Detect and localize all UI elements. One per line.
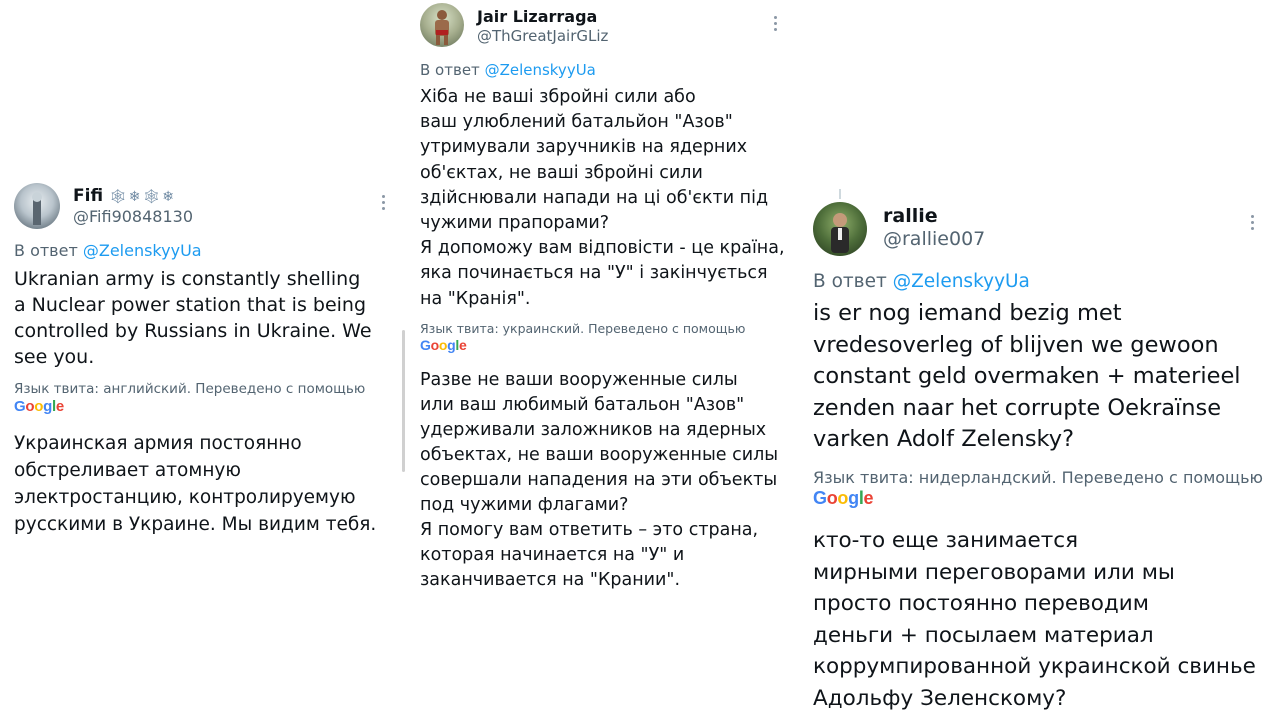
tweet-text: Хіба не ваші збройні сили або ваш улюблений батальйон "Азов" утримували заручників на ядерних об'єктах, не ваші збройні сили здійснювали напади на ці об'єкти під чужими прапорами? Я допоможу вам відповісти - це країна, яка починається на "У" і закінчується на "Кранія".: [420, 87, 785, 309]
translation-note: Язык твита: английский. Переведено с помощью: [14, 381, 366, 397]
tweet-jair: [400, 0, 800, 720]
scrollbar[interactable]: [402, 330, 405, 472]
google-logo: Google: [420, 337, 467, 353]
more-options-icon[interactable]: [382, 195, 386, 210]
reply-context: [420, 61, 596, 79]
tweet-rallie: [800, 0, 1280, 720]
reply-prefix: В ответ: [813, 271, 887, 292]
tweet-text: is er nog iemand bezig met vredesoverleg of blijven we gewoon constant geld overmaken + materieel zenden naar het corrupte Oekraïnse varken Adolf Zelensky?: [813, 300, 1241, 452]
display-name[interactable]: rallie: [883, 205, 938, 227]
avatar-image-icon: [813, 202, 867, 256]
user-handle[interactable]: @rallie007: [883, 228, 986, 250]
reply-mention-link[interactable]: @ZelenskyyUa: [484, 61, 596, 79]
translated-text: кто-то еще занимается мирными переговорами или мы просто постоянно переводим деньги + посылаем материал коррумпированной украинской свинье Адольфу Зеленскому?: [813, 528, 1256, 711]
user-handle[interactable]: @ThGreatJairGLiz: [477, 27, 609, 45]
display-name[interactable]: [73, 186, 176, 206]
google-logo: Google: [14, 398, 64, 415]
tweet-fifi: [0, 0, 400, 720]
tweet-text: Ukranian army is constantly shelling a Nuclear power station that is being controlled by Russians in Ukraine. We see you.: [14, 268, 372, 368]
more-options-icon[interactable]: [774, 16, 778, 31]
reply-mention-link[interactable]: @ZelenskyyUa: [892, 271, 1030, 292]
translated-text: Разве не ваши вооруженные силы или ваш любимый батальон "Азов" удерживали заложников на ядерных объектах, не ваши вооруженные силы совершали нападения на эти объекты под чужими флагами? Я помогу вам ответить – это страна, которая начинается на "У" и заканчивается на "Крании".: [420, 370, 779, 590]
reply-prefix: В ответ: [14, 241, 78, 260]
reply-mention-link[interactable]: @ZelenskyyUa: [82, 241, 202, 260]
display-name-text: Fifi: [73, 186, 104, 206]
translated-text: Украинская армия постоянно обстреливает атомную электростанцию, контролируемую русскими в Украине. Мы видим тебя.: [14, 433, 377, 535]
reply-prefix: В ответ: [420, 61, 480, 79]
reply-context: [813, 271, 1030, 292]
avatar[interactable]: [813, 202, 867, 256]
user-handle[interactable]: @Fifi90848130: [73, 207, 193, 226]
avatar[interactable]: [14, 183, 60, 229]
avatar-image-icon: [14, 183, 60, 229]
name-emoji: 🕸❄🕸❄: [108, 189, 176, 205]
display-name[interactable]: Jair Lizarraga: [477, 7, 598, 26]
translation-note: Язык твита: нидерландский. Переведено с помощью: [813, 468, 1264, 487]
translation-note: Язык твита: украинский. Переведено с помощью: [420, 321, 746, 336]
avatar[interactable]: [420, 3, 464, 47]
google-logo: Google: [813, 488, 874, 508]
reply-context: [14, 241, 202, 260]
more-options-icon[interactable]: [1251, 215, 1255, 230]
thread-line: [839, 189, 841, 199]
avatar-image-icon: [420, 3, 464, 47]
